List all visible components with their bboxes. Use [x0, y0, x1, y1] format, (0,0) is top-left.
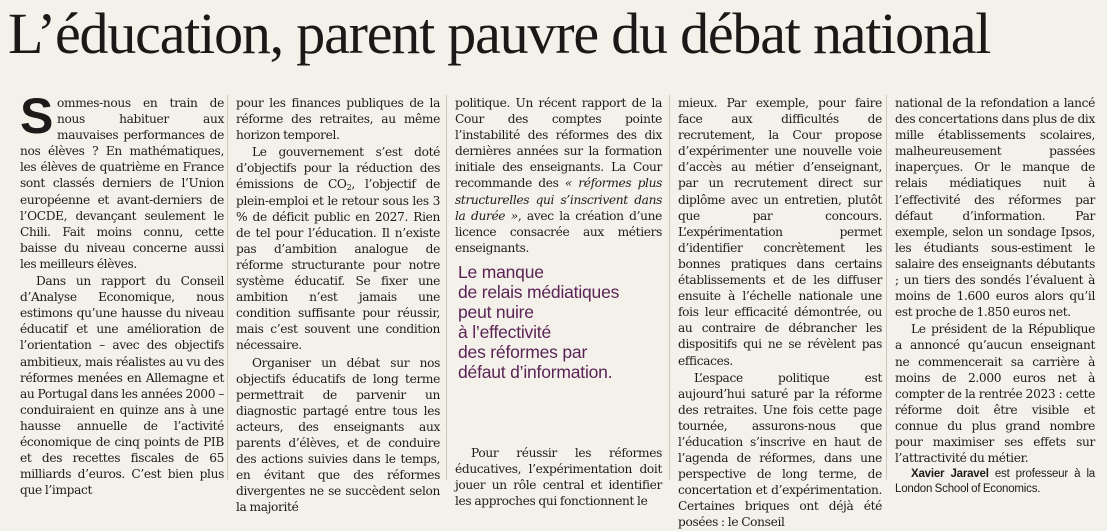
paragraph: Organiser un débat sur nos objectifs éducatifs de long terme permettrait de parvenir un diagnostic partagé entre tous les acteurs, des enseignants aux parents d’élèves, et de conduire des actions suivies dans le temps, en évitant que des réformes divergentes ne se succèdent selon la majorité	[236, 355, 440, 515]
paragraph: Dans un rapport du Conseil d’Analyse Economique, nous estimons qu’une hausse du niveau éducatif et une amélioration de l’orientation – avec des objectifs ambitieux, mais réalistes au vu des réformes menées en Allemagne et au Portugal dans les années 2000 – conduiraient en quinze ans à une hausse annuelle de l’activité économique de cinq points de PIB et des recettes fiscales de 65 milliards d’euros. C’est bien plus que l’impact	[20, 274, 224, 498]
author-description: est professeur à la London School of Economics.	[895, 468, 1095, 496]
paragraph: Le président de la République a annoncé qu’aucun enseignant ne commencerait sa carrière à moins de 2.000 euros net à compter de la rentrée 2023 : cette réforme doit être visible et connue du plus grand nombre pour maximiser ses effets sur l’attractivité du métier.	[895, 322, 1095, 466]
drop-cap: S	[20, 88, 53, 144]
paragraph-text: ommes-nous en train de nous habituer aux mauvaises performances de nos élèves ? En mathématiques, les élèves de quatrième en France sont classés derniers de l’Union européenne et avant-derniers de l’OCDE, devançant seulement le Chili. Fait moins connu, cette baisse du niveau concerne aussi les meilleurs élèves.	[20, 96, 224, 271]
article-column-5	[895, 95, 1095, 497]
paragraph	[236, 144, 440, 353]
paragraph: mieux. Par exemple, pour faire face aux difficultés de recrutement, la Cour propose d’expérimenter une nouvelle voie d’accès au métier d’enseignant, par un recrutement direct sur diplôme avec un entretien, plutôt que par concours. L’expérimentation permet d’identifier concrètement les bonnes pratiques dans certains établissements et de les diffuser ensuite à l’échelle nationale une fois leur efficacité démontrée, ou au contraire de débrancher les dispositifs qui ne se révèlent pas efficaces.	[678, 96, 882, 368]
subscript: 2	[346, 183, 352, 193]
author-bio	[895, 467, 1095, 497]
pull-quote-line: Le manque	[458, 262, 544, 282]
author-name: Xavier Jaravel	[911, 468, 989, 481]
headline: L’éducation, parent pauvre du débat national	[8, 1, 991, 66]
column-rule	[886, 95, 887, 480]
paragraph-text: Le gouvernement s’est doté d’objectifs pour la réduction des émissions de CO	[236, 145, 440, 192]
pull-quote-line: à l’effectivité	[458, 322, 551, 342]
article-column-1	[20, 88, 224, 498]
column-rule	[227, 95, 228, 480]
column-rule	[669, 95, 670, 480]
paragraph	[20, 88, 224, 272]
article-column-2	[236, 95, 440, 515]
paragraph: Pour réussir les réformes éducatives, l’expérimentation doit jouer un rôle central et identifier les approches qui fonctionnent le	[455, 446, 662, 509]
pull-quote-line: des réformes par	[458, 342, 588, 362]
pull-quote-line: peut nuire	[458, 302, 534, 322]
paragraph: national de la refondation a lancé des concertations dans plus de dix mille établissements scolaires, malheureusement passées inaperçues. Or le manque de relais médiatiques nuit à l’effectivité des réformes par défaut d’information. Par exemple, selon un sondage Ipsos, les étudiants sous-estiment le salaire des enseignants débutants ; un tiers des sondés l’évaluent à moins de 1.600 euros alors qu’il est proche de 1.850 euros net.	[895, 96, 1095, 320]
quotation: « réformes plus structurelles qui s’inscrivent dans la durée »	[455, 176, 662, 223]
paragraph: pour les finances publiques de la réforme des retraites, au même horizon temporel.	[236, 96, 440, 143]
article-column-4	[678, 95, 882, 531]
pull-quote-line: de relais médiatiques	[458, 282, 620, 302]
paragraph-text: , avec la création d’une licence consacrée aux métiers enseignants.	[455, 208, 662, 255]
paragraph	[455, 95, 662, 256]
paragraph-text: politique. Un récent rapport de la Cour des comptes pointe l’instabilité des réformes des dix dernières années sur la formation initiale des enseignants. La Cour recommande des	[455, 96, 662, 191]
paragraph: L’espace politique est aujourd’hui saturé par la réforme des retraites. Une fois cette page tournée, assurons-nous que l’éducation s’inscrive en haut de l’agenda de réformes, dans une perspective de long terme, de concertation et d’expérimentation. Certaines briques ont déjà été posées : le Conseil	[678, 370, 882, 530]
pull-quote	[458, 262, 663, 382]
pull-quote-line: défaut d’information.	[458, 362, 613, 382]
paragraph-text: , l’objectif de plein-emploi et le retour sous les 3 % de déficit public en 2027. Rien de tel pour l’éducation. Il n’existe pas d’ambition analogue de réforme structurante pour notre système éducatif. Se fixer une ambition n’est jamais une condition suffisante pour réussir, mais c’est souvent une condition nécessaire.	[236, 177, 440, 353]
column-rule	[446, 95, 447, 480]
